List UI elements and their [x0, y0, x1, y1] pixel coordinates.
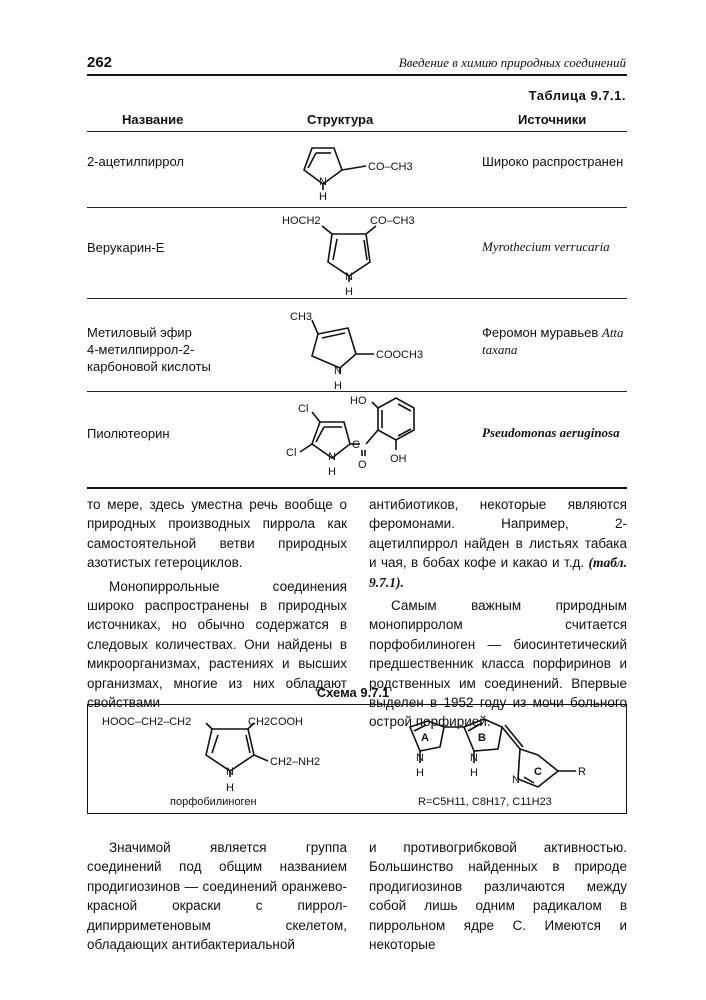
pbg-right-chain: CH2COOH	[248, 716, 304, 728]
bottom-right-column	[369, 838, 627, 954]
row3-source-text: Феромон муравьев	[482, 325, 599, 340]
row3-source	[482, 324, 627, 358]
scheme-title: Схема 9.7.1	[316, 685, 390, 700]
row4-carbonyl-o: O	[358, 459, 367, 471]
header-rule	[87, 74, 627, 76]
row3-n: N	[334, 365, 342, 377]
ring-b-label: B	[478, 732, 486, 744]
row2-source: Myrothecium verrucaria	[482, 239, 610, 254]
row2-substituent-left: HOCH2	[282, 215, 321, 227]
table-caption: Таблица 9.7.1.	[528, 88, 626, 103]
row4-cl-top: Cl	[298, 403, 309, 415]
structure-porphobilinogen	[102, 716, 320, 808]
column-header-name: Название	[122, 112, 184, 127]
bottom-left-paragraph: Значимой является группа соединений под общим названием продигиозинов — соединений оранжево-красной окраски с пиррол-дипирриметеновым скелетом, обладающих антибактериальной	[87, 840, 347, 953]
row4-name: Пиолютеорин	[87, 426, 170, 441]
structure-methyl-ester	[290, 311, 423, 392]
running-title: Введение в химию природных соединений	[398, 55, 626, 70]
row1-substituent: CO–CH3	[368, 161, 413, 173]
page-number: 262	[87, 54, 113, 71]
structure-prodigiosin	[410, 719, 586, 808]
column-header-sources: Источники	[518, 112, 587, 127]
ring-b-n: N	[470, 752, 478, 764]
row1-name: 2-ацетилпиррол	[87, 154, 184, 169]
bottom-right-paragraph: и противогрибковой активностью. Большинство найденных в природе продигиозинов различаются между собой лишь одним радикалом в пиррольном ядре С. Имеются и некоторые	[369, 840, 627, 953]
row3-substituent-right: COOCH3	[376, 349, 424, 361]
ring-c-n: N	[512, 774, 520, 786]
row2-name: Верукарин-Е	[87, 240, 165, 255]
row3-source-species: Atta taxana	[482, 325, 624, 357]
row4-cl-bottom: Cl	[286, 447, 297, 459]
row3-name-line: карбоновой кислоты	[87, 359, 211, 374]
body-left-column	[87, 495, 347, 712]
pbg-label: порфобилиноген	[170, 796, 257, 808]
scheme-structures	[88, 705, 625, 812]
body-right-paragraph-2: Самым важным природным монопирролом считается порфобилиноген — биосинтетический предшественник класса порфиринов и родственных им соединений. Впервые выделен в 1952 году из мочи больного острой порфирией.	[369, 598, 627, 730]
body-right-p1-text: антибиотиков, некоторые являются феромонами. Например, 2-ацетилпиррол найден в листьях табака и чая, в бобах кофе и какао и т.д.	[369, 497, 627, 571]
ring-b-h: H	[470, 767, 478, 779]
row1-source: Широко распространен	[482, 154, 624, 169]
pbg-n: N	[226, 766, 234, 778]
row4-oh: OH	[390, 453, 407, 465]
ring-a-h: H	[416, 767, 424, 779]
row3-name	[87, 324, 211, 375]
r-formula: R=C5H11, C8H17, C11H23	[418, 796, 552, 808]
bottom-left-column	[87, 838, 347, 954]
body-right-paragraph-1	[369, 495, 627, 592]
column-header-structure: Структура	[307, 112, 374, 127]
body-left-paragraph-1: то мере, здесь уместна речь вообще о природных производных пиррола как самостоятельной ветви природных азотистых гетероциклов.	[87, 497, 347, 571]
row3-substituent-top: CH3	[290, 311, 313, 323]
row3-name-line: 4-метилпиррол-2-	[87, 342, 195, 357]
row2-h: H	[345, 286, 353, 298]
row4-source: Pseudomonas aeruginosa	[482, 425, 620, 440]
table-structures	[270, 132, 470, 492]
row4-n: N	[328, 451, 336, 463]
pbg-h: H	[226, 782, 234, 794]
structure-2-acetylpyrrole	[304, 148, 413, 203]
ring-c-label: C	[534, 766, 542, 778]
row3-name-line: Метиловый эфир	[87, 325, 192, 340]
row4-ho: HO	[350, 395, 367, 407]
row3-h: H	[334, 380, 342, 392]
row4-carbonyl-c: C	[352, 439, 360, 451]
row2-substituent-right: CO–CH3	[370, 215, 415, 227]
scheme-box	[87, 704, 627, 814]
pbg-left-chain: HOOC–CH2–CH2	[102, 716, 192, 728]
row4-h: H	[328, 466, 336, 478]
ring-a-n: N	[416, 752, 424, 764]
structure-pyoluteorin	[286, 395, 414, 478]
row1-n: N	[319, 176, 327, 188]
r-substituent: R	[578, 766, 586, 778]
table-reference: (табл. 9.7.1).	[369, 555, 627, 590]
structure-verucarin-e	[282, 215, 415, 298]
row1-h: H	[319, 191, 327, 203]
ring-a-label: A	[421, 732, 429, 744]
row2-n: N	[345, 271, 353, 283]
pbg-side-chain: CH2–NH2	[270, 756, 321, 768]
body-left-paragraph-2: Монопиррольные соединения широко распространены в природных источниках, но обычно содержатся в следовых количествах. Они найдены в микроорганизмах, растениях и высших организмах, многие из них обладают свойствами	[87, 578, 347, 711]
